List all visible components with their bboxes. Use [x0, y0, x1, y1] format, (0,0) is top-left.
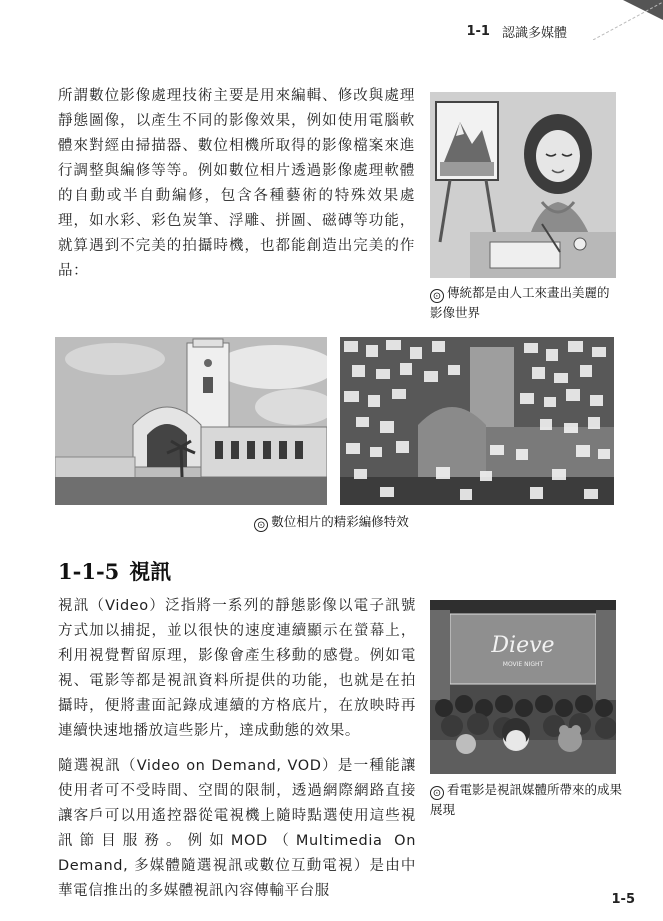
painter-illustration [430, 92, 616, 278]
cinema-caption [430, 780, 622, 819]
page-number: 1-5 [611, 892, 635, 907]
paragraph-video-intro: 視訊（Video）泛指將一系列的靜態影像以電子訊號方式加以捕捉，並以很快的速度連續顯示在螢幕上，利用視覺暫留原理，影像會產生移動的感覺。例如電視、電影等都是視訊資料所提供的功能，也就是在拍攝時，便將畫面記錄成連續的方格底片，在放映時再連續快速地播放這些影片，達成動態的效果。 [58, 598, 416, 739]
painter-caption-text: 傳統都是由人工來畫出美麗的影像世界 [430, 285, 610, 320]
caption-bullet-icon: ⊙ [254, 518, 268, 532]
paragraph-vod: 隨選視訊（Video on Demand, VOD）是一種能讓使用者可不受時間、空間的限制，透過網際網路直接讓客戶可以用遙控器從電視機上隨時點選使用這些視訊節目服務。例如MOD（Multimedia On Demand, 多媒體隨選視訊或數位互動電視）是由中華電信推出的多媒體視訊內容傳輸平台服 [58, 758, 416, 899]
section-heading [58, 556, 171, 586]
corner-decoration [593, 0, 663, 40]
church-photo-original [55, 337, 327, 505]
chapter-header [466, 22, 567, 41]
cinema-sign: Dieve [491, 633, 555, 658]
photo-caption [0, 512, 663, 532]
paragraph-text: 所謂數位影像處理技術主要是用來編輯、修改與處理靜態圖像，以產生不同的影像效果，例如使用電腦軟體來對經由掃描器、數位相機所取得的影像檔案來進行調整與編修等等。例如數位相片透過影像處理軟體的自動或半自動編修，包含各種藝術的特殊效果處理，如水彩、彩色炭筆、浮雕、拼圖、磁磚等功能，就算遇到不完美的拍攝時機，也都能創造出完美的作品： [58, 88, 415, 279]
section-title: 視訊 [129, 560, 172, 584]
header-section-title: 認識多媒體 [501, 26, 567, 41]
cinema-illustration [430, 600, 616, 774]
section-number: 1-1-5 [58, 559, 120, 584]
cinema-sign-sub: MOVIE NIGHT [502, 661, 544, 668]
church-photo-mosaic [340, 337, 614, 505]
caption-bullet-icon: ⊙ [430, 786, 444, 800]
video-text-block [58, 594, 416, 914]
cinema-caption-text: 看電影是視訊媒體所帶來的成果展現 [430, 782, 623, 817]
photo-caption-text: 數位相片的精彩編修特效 [271, 514, 409, 529]
paragraph-image-processing [58, 84, 415, 294]
caption-bullet-icon: ⊙ [430, 289, 444, 303]
painter-caption [430, 283, 620, 322]
header-section-number: 1-1 [466, 24, 490, 39]
